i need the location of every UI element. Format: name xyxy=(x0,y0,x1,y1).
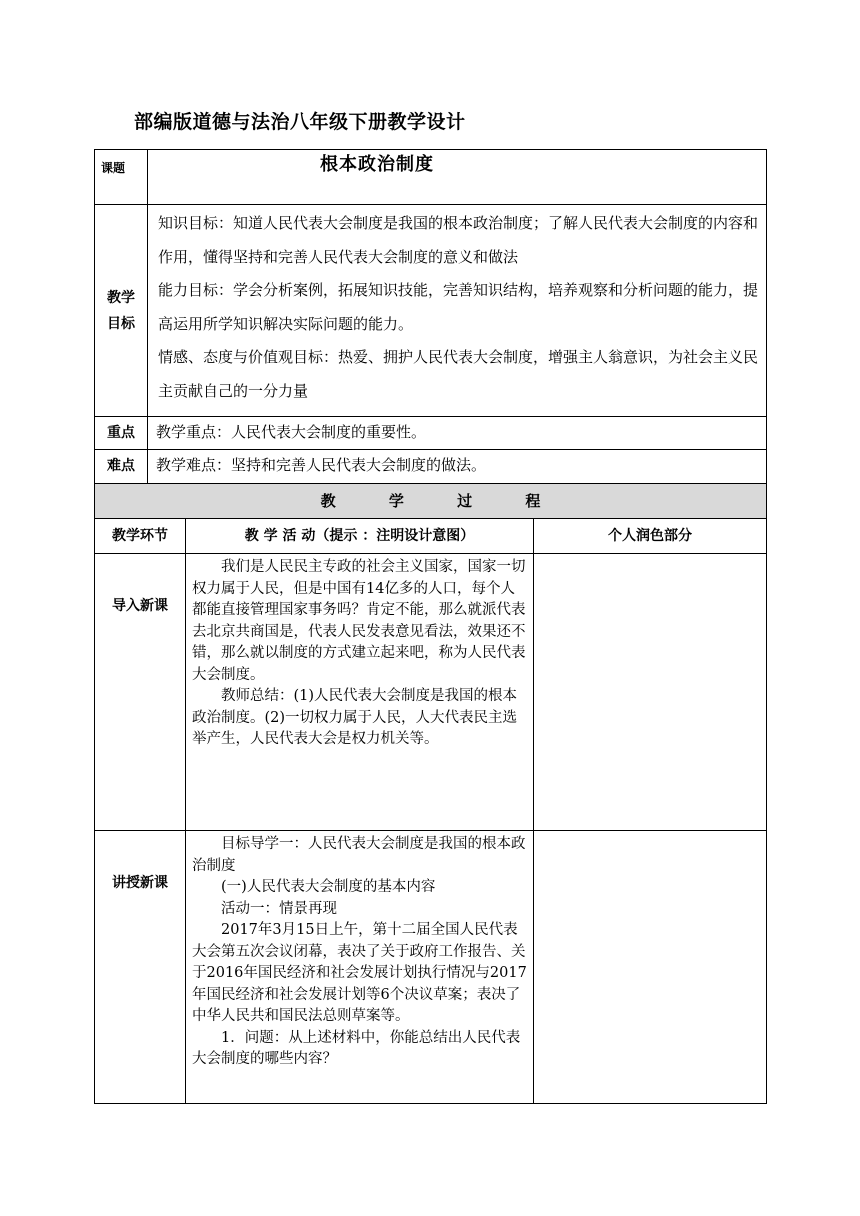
difficult-point-row xyxy=(95,450,767,484)
activity-paragraph: 2017年3月15日上午，第十二届全国人民代表大会第五次会议闭幕，表决了关于政府工作报告、关于2016年国民经济和社会发展计划执行情况与2017年国民经济和社会发展计划等6个决议草案；表决了中华人民共和国民法总则草案等。 xyxy=(192,922,527,1024)
activity-paragraph: 我们是人民民主专政的社会主义国家，国家一切权力属于人民，但是中国有14亿多的人口，每个人都能直接管理国家事务吗？肯定不能，那么就派代表去北京共商国是，代表人民发表意见看法，效果还不错，那么就以制度的方式建立起来吧，称为人民代表大会制度。 xyxy=(192,559,526,683)
section-activity-intro xyxy=(186,554,534,831)
section-notes-new-lesson[interactable] xyxy=(534,831,767,1104)
lesson-plan-table xyxy=(94,149,767,1104)
column-header-row xyxy=(95,519,767,554)
section-stage-intro: 导入新课 xyxy=(95,554,186,831)
section-notes-intro[interactable] xyxy=(534,554,767,831)
section-stage-new-lesson: 讲授新课 xyxy=(95,831,186,1104)
difficult-point-value: 教学难点：坚持和完善人民代表大会制度的做法。 xyxy=(148,450,767,484)
topic-row xyxy=(95,150,767,205)
activity-paragraph: 1．问题：从上述材料中，你能总结出人民代表大会制度的哪些内容？ xyxy=(192,1029,521,1067)
section-row xyxy=(95,831,767,1104)
col-notes-header: 个人润色部分 xyxy=(534,519,767,554)
activity-paragraph: (一)人民代表大会制度的基本内容 xyxy=(221,879,436,895)
key-point-label: 重点 xyxy=(95,417,148,450)
activity-paragraph: 活动一：情景再现 xyxy=(221,900,337,917)
activity-paragraph: 目标导学一：人民代表大会制度是我国的根本政治制度 xyxy=(192,836,526,874)
section-row xyxy=(95,554,767,831)
col-activity-header: 教 学 活 动（提示 ：注明设计意图） xyxy=(186,519,534,554)
process-title-row xyxy=(95,484,767,519)
difficult-point-label: 难点 xyxy=(95,450,148,484)
goals-label xyxy=(95,205,148,417)
goal-emotion: 情感、态度与价值观目标：热爱、拥护人民代表大会制度，增强主人翁意识，为社会主义民主贡献自己的一分力量 xyxy=(158,348,759,400)
goals-content xyxy=(148,205,767,417)
topic-label: 课题 xyxy=(95,150,148,205)
activity-paragraph: 教师总结：(1)人民代表大会制度是我国的根本政治制度。(2)一切权力属于人民，人大代表民主选举产生，人民代表大会是权力机关等。 xyxy=(192,688,518,747)
topic-value: 根本政治制度 xyxy=(148,150,767,205)
goal-knowledge: 知识目标：知道人民代表大会制度是我国的根本政治制度；了解人民代表大会制度的内容和作用，懂得坚持和完善人民代表大会制度的意义和做法 xyxy=(158,214,759,266)
process-title: 教 学 过 程 xyxy=(95,484,767,519)
section-activity-new-lesson xyxy=(186,831,534,1104)
document-title: 部编版道德与法治八年级下册教学设计 xyxy=(134,111,466,133)
key-point-value: 教学重点：人民代表大会制度的重要性。 xyxy=(148,417,767,450)
goal-ability: 能力目标：学会分析案例，拓展知识技能，完善知识结构，培养观察和分析问题的能力，提高运用所学知识解决实际问题的能力。 xyxy=(158,281,759,333)
goals-label-text: 教学目标 xyxy=(107,289,135,332)
goals-row xyxy=(95,205,767,417)
key-point-row xyxy=(95,417,767,450)
col-stage-header: 教学环节 xyxy=(95,519,186,554)
